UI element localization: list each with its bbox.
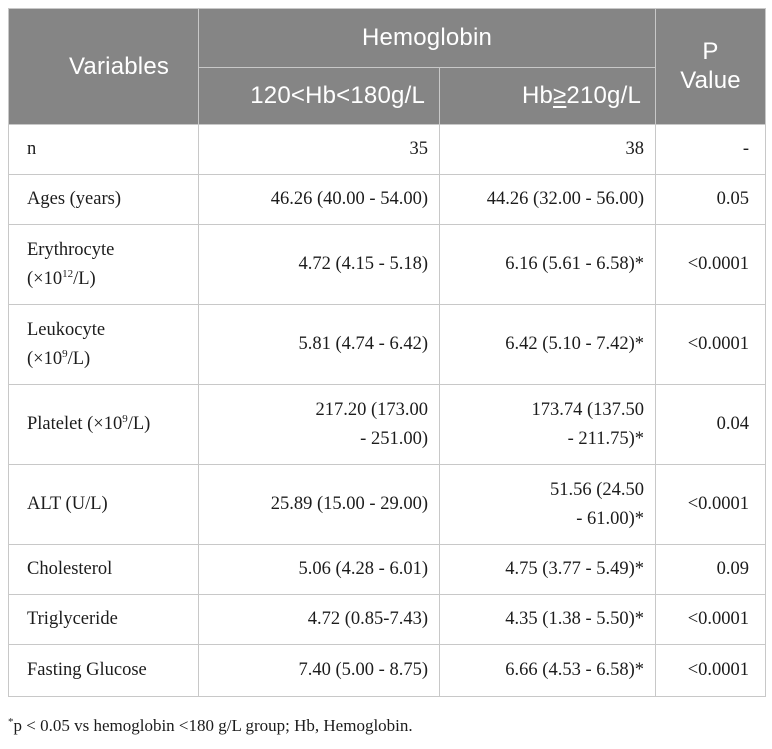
- cell-line-1: 51.56 (24.50: [549, 479, 645, 500]
- row-label: Cholesterol: [9, 545, 199, 595]
- cell-p-value: 0.05: [656, 175, 766, 225]
- row-label: n: [9, 125, 199, 175]
- cell-group-low: 25.89 (15.00 - 29.00): [199, 465, 440, 545]
- cell-p-value: <0.0001: [656, 225, 766, 305]
- header-group-low: 120<Hb<180g/L: [199, 68, 440, 125]
- cell-line-2: - 211.75)*: [567, 428, 645, 449]
- cell-group-low: [199, 385, 440, 465]
- row-label: Fasting Glucose: [9, 645, 199, 697]
- cell-group-low: 35: [199, 125, 440, 175]
- header-group-high-suffix: 210g/L: [566, 82, 642, 109]
- cell-group-low: 7.40 (5.00 - 8.75): [199, 645, 440, 697]
- cell-group-low: 5.06 (4.28 - 6.01): [199, 545, 440, 595]
- cell-line-1: 173.74 (137.50: [531, 399, 645, 420]
- unit-suffix: /L): [67, 348, 91, 369]
- cell-p-value: 0.04: [656, 385, 766, 465]
- header-hemoglobin-group: Hemoglobin: [199, 9, 656, 68]
- table-row: [9, 385, 766, 465]
- cell-p-value: <0.0001: [656, 645, 766, 697]
- table-row: [9, 595, 766, 645]
- row-label: [9, 225, 199, 305]
- cell-p-value: <0.0001: [656, 595, 766, 645]
- unit-exponent: 9: [62, 347, 68, 360]
- header-p-value: [656, 9, 766, 125]
- table-row: [9, 125, 766, 175]
- results-table: [8, 8, 766, 697]
- cell-line-2: - 251.00): [360, 428, 428, 449]
- header-group-high-symbol: ≥: [553, 82, 567, 109]
- cell-group-low: 4.72 (4.15 - 5.18): [199, 225, 440, 305]
- header-group-high-prefix: Hb: [521, 82, 554, 109]
- table-row: [9, 175, 766, 225]
- cell-group-high: 38: [440, 125, 656, 175]
- table-row: [9, 305, 766, 385]
- cell-group-low: 4.72 (0.85-7.43): [199, 595, 440, 645]
- row-label-suffix: /L): [127, 414, 151, 435]
- cell-group-high: 6.66 (4.53 - 6.58)*: [440, 645, 656, 697]
- table-row: [9, 225, 766, 305]
- header-p-line1: P: [702, 37, 719, 65]
- cell-group-low: 46.26 (40.00 - 54.00): [199, 175, 440, 225]
- footnote-mark: *: [8, 716, 14, 728]
- header-row-1: [9, 9, 766, 68]
- header-p-line2: Value: [680, 66, 741, 94]
- row-label-name: Erythrocyte: [27, 239, 115, 260]
- row-label: ALT (U/L): [9, 465, 199, 545]
- cell-p-value: 0.09: [656, 545, 766, 595]
- unit-exponent: 12: [62, 267, 74, 280]
- unit-prefix: (×10: [27, 348, 63, 369]
- table-row: [9, 645, 766, 697]
- table-row: [9, 465, 766, 545]
- row-label: [9, 385, 199, 465]
- table-footnote: [8, 716, 413, 736]
- header-variables: Variables: [9, 9, 199, 125]
- header-group-high: [440, 68, 656, 125]
- cell-line-2: - 61.00)*: [576, 508, 645, 529]
- cell-group-high: [440, 465, 656, 545]
- footnote-text: p < 0.05 vs hemoglobin <180 g/L group; Hb, Hemoglobin.: [13, 716, 413, 735]
- table-row: [9, 545, 766, 595]
- cell-group-low: 5.81 (4.74 - 6.42): [199, 305, 440, 385]
- cell-group-high: 6.16 (5.61 - 6.58)*: [440, 225, 656, 305]
- unit-suffix: /L): [73, 268, 96, 289]
- row-label-name: Leukocyte: [27, 319, 106, 340]
- cell-group-high: 4.35 (1.38 - 5.50)*: [440, 595, 656, 645]
- unit-exponent: 9: [122, 413, 128, 426]
- cell-group-high: [440, 385, 656, 465]
- row-label: Ages (years): [9, 175, 199, 225]
- cell-p-value: <0.0001: [656, 305, 766, 385]
- cell-group-high: 44.26 (32.00 - 56.00): [440, 175, 656, 225]
- row-label: Triglyceride: [9, 595, 199, 645]
- cell-p-value: -: [656, 125, 766, 175]
- unit-prefix: (×10: [27, 268, 63, 289]
- cell-p-value: <0.0001: [656, 465, 766, 545]
- cell-group-high: 6.42 (5.10 - 7.42)*: [440, 305, 656, 385]
- cell-line-1: 217.20 (173.00: [315, 399, 428, 420]
- row-label: [9, 305, 199, 385]
- row-label-prefix: Platelet (×10: [27, 414, 123, 435]
- cell-group-high: 4.75 (3.77 - 5.49)*: [440, 545, 656, 595]
